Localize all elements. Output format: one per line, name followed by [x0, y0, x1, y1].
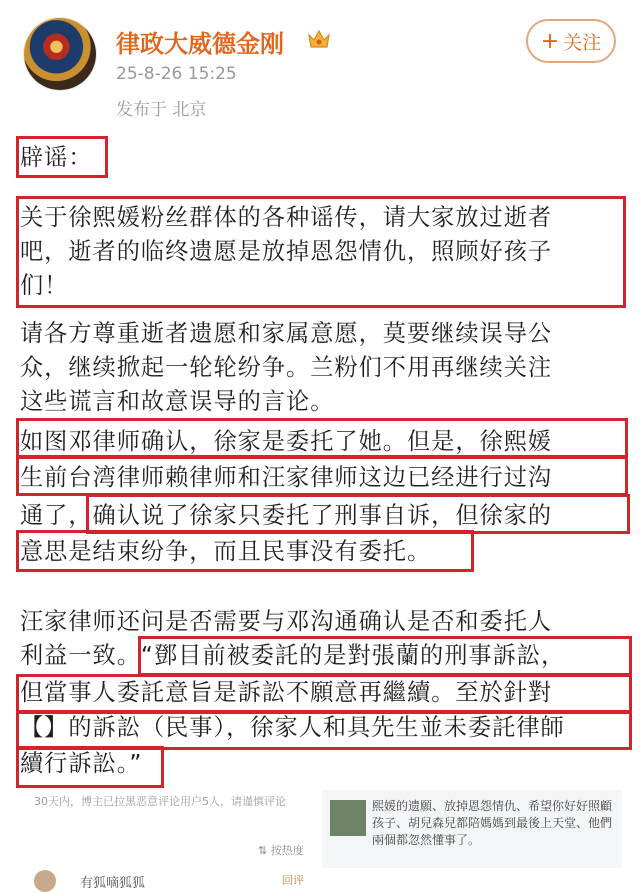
- comment-thumbnail[interactable]: [330, 800, 366, 836]
- body-line: 【】的訴訟（民事），徐家人和具先生並未委託律師: [20, 714, 565, 741]
- body-line: 通了，确认说了徐家只委托了刑事自诉，但徐家的: [20, 502, 553, 529]
- highlight-box: [16, 456, 628, 496]
- body-line: 利益一致。“鄧目前被委託的是對張蘭的刑事訴訟，: [20, 642, 566, 669]
- user-avatar[interactable]: [24, 18, 96, 90]
- comments-section: [0, 790, 640, 891]
- body-line: 众，继续掀起一轮轮纷争。兰粉们不用再继续关注: [20, 354, 553, 381]
- highlight-box: [16, 530, 474, 572]
- body-line: 意思是结束纷争，而且民事没有委托。: [20, 538, 432, 565]
- body-line: 辟谣：: [20, 144, 93, 171]
- reply-button[interactable]: 回评: [282, 874, 304, 887]
- body-line: 如图邓律师确认，徐家是委托了她。但是，徐熙媛: [20, 428, 553, 455]
- sort-button[interactable]: ⇅ 按热度: [258, 844, 304, 857]
- body-line: 生前台湾律师赖律师和汪家律师这边已经进行过沟: [20, 464, 553, 491]
- highlight-box: [16, 746, 164, 788]
- highlight-box: [16, 136, 108, 178]
- body-line: 请各方尊重逝者遗愿和家属意愿，莫要继续误导公: [20, 320, 553, 347]
- comment-notice: 30天内，博主已拉黑恶意评论用户5人，请谨慎评论: [34, 795, 286, 808]
- body-line: 汪家律师还问是否需要与邓沟通确认是否和委托人: [20, 608, 553, 635]
- commenter-avatar[interactable]: [34, 870, 56, 892]
- follow-label: 关注: [563, 31, 602, 54]
- body-line: 们！: [20, 272, 69, 299]
- comment-card-text: 熙媛的遗願、放掉恩怨情仇、希望你好好照顧孩子、胡兒森兒都陪媽媽到最後上天堂、他們兩個都忽然懂事了。: [372, 799, 613, 847]
- username[interactable]: 律政大威德金刚: [116, 30, 284, 58]
- highlight-box: [16, 710, 632, 750]
- follow-button[interactable]: [526, 19, 616, 63]
- highlight-box: [16, 674, 632, 714]
- crown-badge-icon: [306, 27, 332, 51]
- comment-card[interactable]: [322, 790, 622, 868]
- plus-icon: +: [540, 28, 560, 54]
- body-line: 关于徐熙媛粉丝群体的各种谣传，请大家放过逝者: [20, 204, 553, 231]
- sort-label: 按热度: [270, 844, 304, 857]
- highlight-box: [138, 636, 632, 676]
- highlight-box: [16, 418, 628, 458]
- body-line: 續行訴訟。”: [20, 750, 143, 777]
- post-timestamp: 25-8-26 15:25: [116, 64, 237, 84]
- highlight-box: [86, 494, 630, 534]
- post-location: 发布于 北京: [116, 100, 207, 120]
- body-line: 这些谎言和故意误导的言论。: [20, 388, 335, 415]
- body-line: 但當事人委託意旨是訴訟不願意再繼續。至於針對: [20, 679, 553, 706]
- highlight-box: [16, 196, 626, 308]
- body-line: 吧，逝者的临终遗愿是放掉恩怨情仇，照顾好孩子: [20, 238, 553, 265]
- commenter-name[interactable]: 有狐嘀狐狐: [80, 876, 146, 891]
